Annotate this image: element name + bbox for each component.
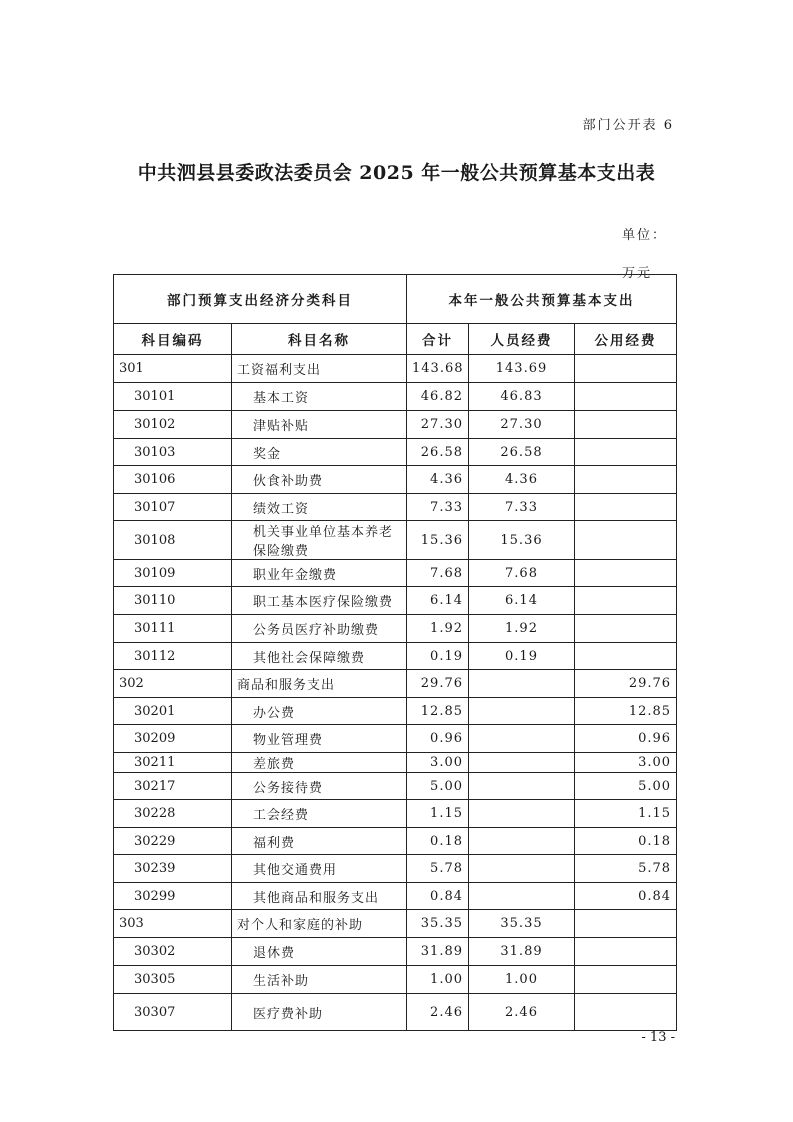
cell-total: 0.84 <box>407 883 469 910</box>
table-row <box>114 466 677 494</box>
cell-name: 其他交通费用 <box>232 855 407 883</box>
cell-name: 职工基本医疗保险缴费 <box>232 587 407 615</box>
table-row <box>114 938 677 966</box>
unit-label: 单位：万元 <box>622 228 668 281</box>
cell-code: 30107 <box>114 494 232 521</box>
table-row <box>114 753 677 773</box>
cell-total: 12.85 <box>407 698 469 725</box>
cell-total: 27.30 <box>407 411 469 439</box>
cell-name: 伙食补助费 <box>232 466 407 494</box>
cell-name: 物业管理费 <box>232 725 407 753</box>
cell-name: 其他商品和服务支出 <box>232 883 407 910</box>
cell-total: 35.35 <box>407 910 469 938</box>
cell-personnel: 1.92 <box>469 615 575 643</box>
cell-total: 5.00 <box>407 773 469 800</box>
cell-code: 30112 <box>114 643 232 670</box>
cell-total: 4.36 <box>407 466 469 494</box>
cell-code: 30299 <box>114 883 232 910</box>
column-header-personnel: 人员经费 <box>469 324 575 355</box>
cell-total: 15.36 <box>407 521 469 560</box>
table-row <box>114 587 677 615</box>
cell-code: 30228 <box>114 800 232 828</box>
document-title: 中共泗县县委政法委员会 2025 年一般公共预算基本支出表 <box>137 162 656 184</box>
cell-personnel <box>469 725 575 753</box>
column-header-total: 合计 <box>407 324 469 355</box>
cell-public <box>575 411 677 439</box>
cell-public <box>575 560 677 587</box>
table-group-header-row <box>114 275 677 324</box>
cell-public <box>575 383 677 411</box>
cell-personnel: 4.36 <box>469 466 575 494</box>
cell-total: 29.76 <box>407 670 469 698</box>
cell-public <box>575 643 677 670</box>
cell-public: 0.18 <box>575 828 677 855</box>
cell-name: 机关事业单位基本养老保险缴费 <box>232 521 407 560</box>
cell-total: 7.33 <box>407 494 469 521</box>
cell-public <box>575 466 677 494</box>
table-row <box>114 355 677 383</box>
cell-name: 奖金 <box>232 439 407 466</box>
cell-personnel <box>469 883 575 910</box>
cell-public <box>575 966 677 994</box>
cell-code: 30211 <box>114 753 232 773</box>
cell-total: 26.58 <box>407 439 469 466</box>
column-header-code: 科目编码 <box>114 324 232 355</box>
cell-personnel: 7.33 <box>469 494 575 521</box>
cell-code: 30217 <box>114 773 232 800</box>
table-row <box>114 855 677 883</box>
cell-public: 1.15 <box>575 800 677 828</box>
column-header-name: 科目名称 <box>232 324 407 355</box>
table-row <box>114 773 677 800</box>
table-row <box>114 800 677 828</box>
cell-total: 0.18 <box>407 828 469 855</box>
table-row <box>114 383 677 411</box>
table-row <box>114 994 677 1031</box>
cell-name: 职业年金缴费 <box>232 560 407 587</box>
cell-name: 办公费 <box>232 698 407 725</box>
cell-name: 津贴补贴 <box>232 411 407 439</box>
cell-code: 30302 <box>114 938 232 966</box>
cell-code: 30201 <box>114 698 232 725</box>
cell-personnel: 7.68 <box>469 560 575 587</box>
cell-name: 福利费 <box>232 828 407 855</box>
table-body <box>114 355 677 1031</box>
cell-code: 30101 <box>114 383 232 411</box>
cell-name: 医疗费补助 <box>232 994 407 1031</box>
cell-personnel <box>469 800 575 828</box>
table-column-header-row <box>114 324 677 355</box>
cell-name: 工会经费 <box>232 800 407 828</box>
cell-public <box>575 439 677 466</box>
cell-personnel: 143.69 <box>469 355 575 383</box>
cell-code: 30106 <box>114 466 232 494</box>
cell-personnel <box>469 855 575 883</box>
cell-personnel: 6.14 <box>469 587 575 615</box>
cell-total: 31.89 <box>407 938 469 966</box>
cell-total: 1.00 <box>407 966 469 994</box>
cell-personnel: 0.19 <box>469 643 575 670</box>
cell-total: 6.14 <box>407 587 469 615</box>
cell-code: 30108 <box>114 521 232 560</box>
group-header-basic-expenditure: 本年一般公共预算基本支出 <box>407 275 677 324</box>
cell-name: 差旅费 <box>232 753 407 773</box>
table-row <box>114 494 677 521</box>
cell-total: 46.82 <box>407 383 469 411</box>
table-row <box>114 910 677 938</box>
table-row <box>114 966 677 994</box>
cell-personnel: 31.89 <box>469 938 575 966</box>
cell-name: 公务接待费 <box>232 773 407 800</box>
column-header-public: 公用经费 <box>575 324 677 355</box>
table-row <box>114 411 677 439</box>
cell-personnel <box>469 698 575 725</box>
cell-total: 143.68 <box>407 355 469 383</box>
table-row <box>114 643 677 670</box>
cell-personnel: 35.35 <box>469 910 575 938</box>
cell-personnel: 26.58 <box>469 439 575 466</box>
page-number: - 13 - <box>641 1030 675 1045</box>
cell-public: 5.00 <box>575 773 677 800</box>
cell-name: 公务员医疗补助缴费 <box>232 615 407 643</box>
table-row <box>114 725 677 753</box>
cell-total: 2.46 <box>407 994 469 1031</box>
table-row <box>114 615 677 643</box>
cell-personnel <box>469 828 575 855</box>
cell-public <box>575 521 677 560</box>
cell-public <box>575 355 677 383</box>
form-number: 部门公开表 6 <box>582 118 674 133</box>
table-row <box>114 828 677 855</box>
cell-code: 303 <box>114 910 232 938</box>
cell-name: 绩效工资 <box>232 494 407 521</box>
cell-code: 30110 <box>114 587 232 615</box>
table-row <box>114 670 677 698</box>
cell-public: 3.00 <box>575 753 677 773</box>
cell-code: 30111 <box>114 615 232 643</box>
cell-total: 1.92 <box>407 615 469 643</box>
cell-name: 其他社会保障缴费 <box>232 643 407 670</box>
cell-public <box>575 587 677 615</box>
cell-public: 29.76 <box>575 670 677 698</box>
cell-total: 3.00 <box>407 753 469 773</box>
cell-code: 302 <box>114 670 232 698</box>
cell-code: 30109 <box>114 560 232 587</box>
cell-public <box>575 615 677 643</box>
cell-public <box>575 494 677 521</box>
cell-public <box>575 994 677 1031</box>
cell-name: 商品和服务支出 <box>232 670 407 698</box>
cell-code: 30102 <box>114 411 232 439</box>
cell-public: 5.78 <box>575 855 677 883</box>
table-row <box>114 883 677 910</box>
table-row <box>114 698 677 725</box>
cell-name: 退休费 <box>232 938 407 966</box>
budget-table <box>113 274 677 1031</box>
cell-total: 5.78 <box>407 855 469 883</box>
cell-personnel: 27.30 <box>469 411 575 439</box>
cell-personnel: 15.36 <box>469 521 575 560</box>
cell-code: 301 <box>114 355 232 383</box>
cell-personnel: 1.00 <box>469 966 575 994</box>
cell-personnel <box>469 670 575 698</box>
cell-code: 30239 <box>114 855 232 883</box>
cell-personnel <box>469 753 575 773</box>
cell-name: 对个人和家庭的补助 <box>232 910 407 938</box>
cell-code: 30307 <box>114 994 232 1031</box>
cell-code: 30305 <box>114 966 232 994</box>
cell-public <box>575 910 677 938</box>
cell-total: 7.68 <box>407 560 469 587</box>
cell-personnel <box>469 773 575 800</box>
cell-public: 0.84 <box>575 883 677 910</box>
cell-code: 30229 <box>114 828 232 855</box>
cell-total: 0.19 <box>407 643 469 670</box>
cell-public <box>575 938 677 966</box>
cell-code: 30209 <box>114 725 232 753</box>
table-row <box>114 560 677 587</box>
table-row <box>114 521 677 560</box>
cell-personnel: 2.46 <box>469 994 575 1031</box>
cell-personnel: 46.83 <box>469 383 575 411</box>
cell-total: 1.15 <box>407 800 469 828</box>
table-row <box>114 439 677 466</box>
group-header-economic-category: 部门预算支出经济分类科目 <box>114 275 407 324</box>
cell-public: 12.85 <box>575 698 677 725</box>
cell-code: 30103 <box>114 439 232 466</box>
cell-name: 工资福利支出 <box>232 355 407 383</box>
cell-public: 0.96 <box>575 725 677 753</box>
cell-name: 生活补助 <box>232 966 407 994</box>
cell-total: 0.96 <box>407 725 469 753</box>
cell-name: 基本工资 <box>232 383 407 411</box>
